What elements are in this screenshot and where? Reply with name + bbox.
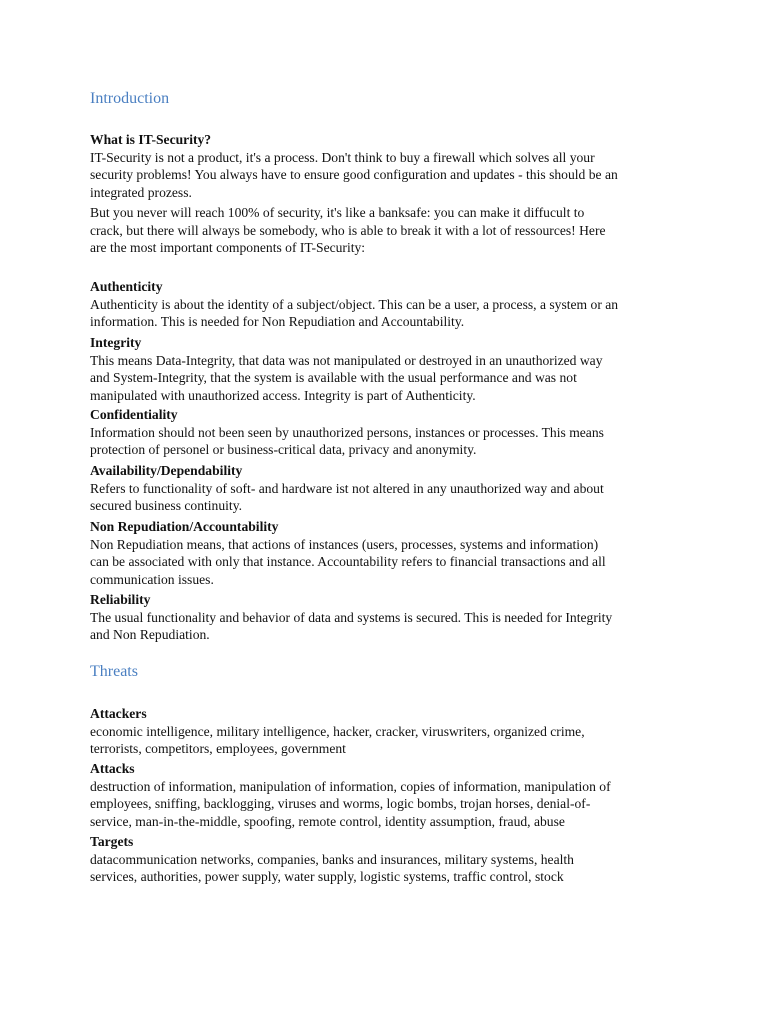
threat-attackers	[90, 705, 690, 758]
text-line: service, man-in-the-middle, spoofing, remote control, identity assumption, fraud, abuse	[90, 813, 565, 829]
text-line: communication issues.	[90, 571, 214, 587]
text-line: are the most important components of IT-Security:	[90, 240, 366, 255]
component-authenticity	[90, 278, 690, 331]
what-is-paragraph-1	[90, 149, 690, 202]
text-line: The usual functionality and behavior of data and systems is secured. This is needed for Integrity	[90, 609, 613, 625]
text-line: protection of personel or business-critical data, privacy and anonymity.	[90, 442, 477, 457]
text-line: But you never will reach 100% of security, it's like a banksafe: you can make it diffucult to	[90, 205, 585, 220]
component-reliability	[90, 591, 690, 644]
text-line: Authenticity is about the identity of a subject/object. This can be a user, a process, a system or an	[90, 296, 619, 312]
component-title: Reliability	[90, 592, 151, 607]
text-line: and System-Integrity, that the system is available with the usual performance and was not	[90, 370, 577, 385]
text-line: destruction of information, manipulation of information, copies of information, manipulation of	[90, 778, 611, 794]
text-line: crack, but there will always be somebody, who is able to break it with a lot of ressources! Here	[90, 222, 606, 238]
text-line: datacommunication networks, companies, banks and insurances, military systems, health	[90, 851, 574, 867]
threat-description	[90, 851, 690, 886]
component-title: Authenticity	[90, 279, 163, 294]
component-description	[90, 296, 690, 331]
what-is-section	[90, 131, 690, 257]
text-line: integrated prozess.	[90, 184, 192, 200]
what-is-paragraph-2	[90, 204, 690, 257]
text-line: manipulated with unauthorized access. Integrity is part of Authenticity.	[90, 387, 476, 403]
component-availability	[90, 462, 690, 515]
component-description	[90, 480, 690, 515]
threats-heading: Threats	[90, 663, 138, 680]
text-line: economic intelligence, military intelligence, hacker, cracker, viruswriters, organized crime,	[90, 723, 585, 739]
text-line: can be associated with only that instance. Accountability refers to financial transactions and all	[90, 554, 606, 569]
threat-targets	[90, 833, 690, 886]
component-title: Non Repudiation/Accountability	[90, 519, 279, 534]
component-title: Integrity	[90, 335, 142, 350]
component-description	[90, 352, 690, 405]
text-line: information. This is needed for Non Repudiation and Accountability.	[90, 314, 465, 329]
threat-attacks	[90, 760, 690, 830]
component-description	[90, 424, 690, 459]
threat-title: Attackers	[90, 706, 147, 721]
component-confidentiality	[90, 406, 690, 459]
text-line: security problems! You always have to ensure good configuration and updates - this should be an	[90, 167, 618, 182]
text-line: Information should not been seen by unauthorized persons, instances or processes. This means	[90, 424, 604, 440]
component-title: Availability/Dependability	[90, 463, 243, 478]
component-non-repudiation	[90, 518, 690, 588]
text-line: Refers to functionality of soft- and hardware ist not altered in any unauthorized way and about	[90, 480, 604, 496]
threat-description	[90, 723, 690, 758]
text-line: IT-Security is not a product, it's a process. Don't think to buy a firewall which solves all your	[90, 149, 595, 165]
text-line: services, authorities, power supply, water supply, logistic systems, traffic control, stock	[90, 869, 564, 884]
text-line: and Non Repudiation.	[90, 627, 210, 642]
text-line: terrorists, competitors, employees, government	[90, 741, 346, 756]
threat-description	[90, 778, 690, 831]
threat-title: Targets	[90, 834, 134, 849]
introduction-heading: Introduction	[90, 90, 170, 107]
component-integrity	[90, 334, 690, 404]
threat-title: Attacks	[90, 761, 135, 776]
component-title: Confidentiality	[90, 407, 178, 422]
text-line: secured business continuity.	[90, 498, 243, 513]
text-line: Non Repudiation means, that actions of instances (users, processes, systems and information)	[90, 536, 599, 552]
text-line: employees, sniffing, backlogging, viruses and worms, logic bombs, trojan horses, denial-of-	[90, 796, 591, 811]
text-line: This means Data-Integrity, that data was not manipulated or destroyed in an unauthorized way	[90, 352, 603, 368]
component-description	[90, 536, 690, 589]
what-is-title: What is IT-Security?	[90, 132, 212, 147]
component-description	[90, 609, 690, 644]
